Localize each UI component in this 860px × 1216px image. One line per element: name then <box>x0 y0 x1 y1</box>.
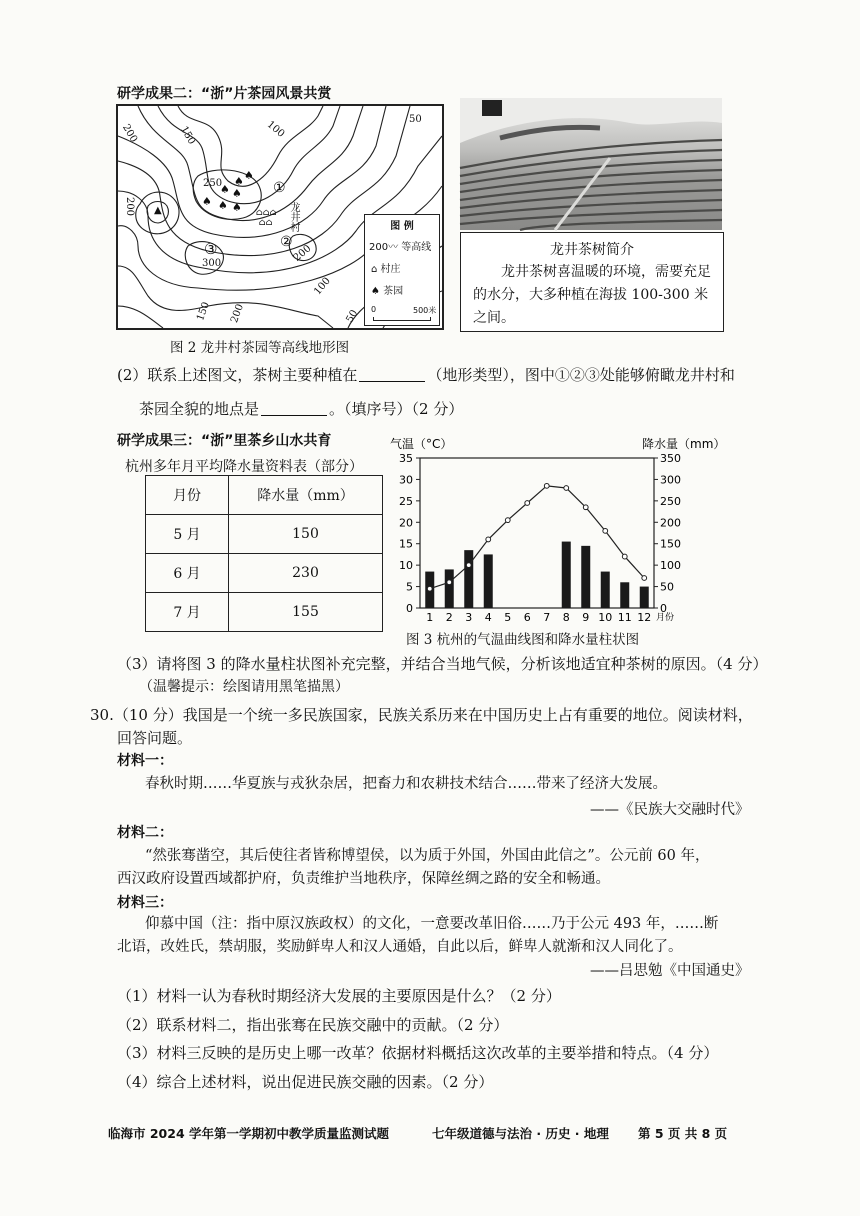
question-3-line-1: （3）请将图 3 的降水量柱状图补充完整，并结合当地气候，分析该地适宜种茶树的原因。（4 分） <box>117 655 768 673</box>
tea-intro-text: 龙井茶树喜温暖的环境，需要充足的水分，大多种植在海拔 100-300 米之间。 <box>473 264 711 326</box>
table-row: 7 月 155 <box>146 593 383 632</box>
question-30-sub-4: （4）综合上述材料，说出促进民族交融的因素。（2 分） <box>117 1073 494 1091</box>
material-3-text-2: 北语，改姓氏，禁胡服，奖励鲜卑人和汉人通婚，自此以后，鲜卑人就渐和汉人同化了。 <box>117 939 683 955</box>
precip-bar <box>581 546 590 608</box>
question-30-sub-1: （1）材料一认为春秋时期经济大发展的主要原因是什么？（2 分） <box>117 987 561 1005</box>
y-left-tick-label: 15 <box>399 537 413 551</box>
question-30-line-1: 30.（10 分）我国是一个统一多民族国家，民族关系历来在中国历史上占有重要的地位。阅读材料， <box>90 706 753 724</box>
precip-bar <box>464 550 473 608</box>
table-caption: 杭州多年月平均降水量资料表（部分） <box>125 459 363 475</box>
material-2-text-2: 西汉政府设置西域都护府，负责维护当地秩序，保障丝绸之路的安全和畅通。 <box>117 871 610 887</box>
legend-title: 图 例 <box>390 221 414 232</box>
temperature-point <box>466 563 471 568</box>
legend-tea: ♠ 茶园 <box>371 286 404 297</box>
table-header-month: 月份 <box>146 476 229 515</box>
chart-frame <box>420 458 654 608</box>
footer-exam-title: 临海市 2024 学年第一学期初中教学质量监测试题 <box>108 1126 389 1141</box>
answer-blank-terrain[interactable] <box>359 367 425 382</box>
y-right-tick-label: 50 <box>660 580 674 594</box>
x-tick-label: 7 <box>543 611 551 624</box>
table-header-row <box>146 476 383 515</box>
x-tick-label: 5 <box>504 611 512 624</box>
material-1-source: ——《民族大交融时代》 <box>590 802 750 818</box>
contour-label-200-bottom: 200 <box>229 302 246 325</box>
material-1-text: 春秋时期……华夏族与戎狄杂居，把畜力和农耕技术结合……带来了经济大发展。 <box>145 776 667 792</box>
x-tick-label: 6 <box>523 611 531 624</box>
marker-2: ② <box>280 234 293 250</box>
tea-intro-box <box>460 232 724 332</box>
question-30-sub-2: （2）联系材料二，指出张骞在民族交融中的贡献。（2 分） <box>117 1016 509 1034</box>
temperature-point <box>622 554 627 559</box>
tea-garden-icon: ♠ <box>371 286 380 297</box>
contour-label-50: 50 <box>409 114 422 125</box>
x-tick-label: 2 <box>445 611 453 624</box>
precip-bar <box>445 569 454 608</box>
y-left-tick-label: 25 <box>399 494 413 508</box>
legend-scale: 0 500米 <box>371 305 439 319</box>
village-houses-icon: ⌂⌂⌂ ⌂⌂ <box>256 208 277 228</box>
precip-bar <box>601 572 610 608</box>
question-30-line-2: 回答问题。 <box>117 729 193 747</box>
temperature-point <box>544 483 549 488</box>
contour-label-100-mid: 100 <box>312 275 333 298</box>
precipitation-table <box>145 475 383 632</box>
y-right-tick-label: 100 <box>660 559 681 573</box>
peak-icon: ▲ <box>154 205 162 216</box>
y-left-tick-label: 35 <box>399 452 413 465</box>
x-tick-label: 9 <box>582 611 590 624</box>
photo-badge <box>482 100 502 116</box>
temperature-point <box>642 576 647 581</box>
x-tick-label: 4 <box>484 611 492 624</box>
tea-garden-photo <box>460 98 722 230</box>
contour-label-200-mid: 200 <box>291 243 314 264</box>
x-axis-unit-label: 月份 <box>656 613 675 623</box>
temperature-point <box>486 537 491 542</box>
legend-contour: 200〰 等高线 <box>369 242 432 253</box>
contour-map: 50 150 100 200 250 200 300 200 100 150 200 50 ▲ ③ ① ② 龙井村 ♠ ♠ ♠ ♠ ♠ ♠ ♠ ⌂⌂⌂ ⌂⌂ 图 例 200〰 等高线 ⌂ 村庄 ♠ 茶园 0 500米 <box>116 104 444 330</box>
table-row: 5 月 150 <box>146 515 383 554</box>
contour-label-50-bottom: 50 <box>344 308 361 325</box>
section-2-title: 研学成果二：“浙”片茶园风景共赏 <box>117 86 332 102</box>
y-left-tick-label: 30 <box>399 473 413 487</box>
x-tick-label: 11 <box>617 611 632 624</box>
y-right-axis-label: 降水量（mm） <box>642 437 726 451</box>
x-tick-label: 3 <box>465 611 473 624</box>
x-tick-label: 1 <box>426 611 434 624</box>
precip-bar <box>620 582 629 608</box>
y-left-tick-label: 0 <box>406 602 413 615</box>
y-right-tick-label: 150 <box>660 537 681 551</box>
contour-label-150-bottom: 150 <box>195 300 212 323</box>
x-tick-label: 8 <box>562 611 570 624</box>
marker-3: ③ <box>204 240 218 258</box>
temperature-point <box>427 586 432 591</box>
contour-label-300: 300 <box>202 258 222 269</box>
temperature-point <box>583 505 588 510</box>
y-right-tick-label: 350 <box>660 452 681 465</box>
precip-bar <box>640 587 649 608</box>
footer-page-number: 第 5 页 共 8 页 <box>638 1126 728 1141</box>
material-3-title: 材料三： <box>117 895 173 911</box>
temperature-line <box>430 486 645 589</box>
contour-label-200-left: 200 <box>124 196 136 217</box>
map-caption: 图 2 龙井村茶园等高线地形图 <box>170 340 350 356</box>
temperature-point <box>564 486 569 491</box>
marker-1: ① <box>273 180 286 196</box>
y-left-tick-label: 5 <box>406 580 413 594</box>
material-2-title: 材料二： <box>117 825 173 841</box>
y-right-tick-label: 300 <box>660 473 681 487</box>
tea-rows-drawing <box>460 98 722 230</box>
footer-subjects: 七年级道德与法治 · 历史 · 地理 <box>432 1126 609 1141</box>
temperature-point <box>525 501 530 506</box>
tea-intro-title: 龙井茶树简介 <box>550 242 634 258</box>
precip-bar <box>484 554 493 608</box>
contour-label-200-top: 200 <box>120 122 140 145</box>
x-tick-label: 10 <box>598 611 613 624</box>
y-right-tick-label: 250 <box>660 494 681 508</box>
village-icon: ⌂ <box>371 264 378 275</box>
climate-chart <box>388 434 726 624</box>
answer-blank-location[interactable] <box>261 401 327 416</box>
y-right-tick-label: 200 <box>660 516 681 530</box>
legend-village: ⌂ 村庄 <box>371 264 401 275</box>
section-3-title: 研学成果三：“浙”里茶乡山水共育 <box>117 433 332 449</box>
question-30-sub-3: （3）材料三反映的是历史上哪一改革？依据材料概括这次改革的主要举措和特点。（4 分） <box>117 1044 719 1062</box>
x-tick-label: 12 <box>637 611 652 624</box>
precip-bar <box>562 542 571 608</box>
contour-label-250: 250 <box>203 178 223 189</box>
y-left-tick-label: 20 <box>399 516 413 530</box>
material-1-title: 材料一： <box>117 753 173 769</box>
temperature-point <box>447 580 452 585</box>
question-2-line-1: (2）联系上述图文，茶树主要种植在 （地形类型），图中①②③处能够俯瞰龙井村和 <box>117 366 735 384</box>
material-3-text-1: 仰慕中国（注：指中原汉族政权）的文化，一意要改革旧俗……乃于公元 493 年，……断 <box>145 916 719 932</box>
material-2-text-1: “然张骞凿空，其后使往者皆称博望侯，以为质于外国，外国由此信之”。公元前 60 年， <box>145 848 710 864</box>
village-name: 龙井村 <box>288 202 299 232</box>
table-row: 6 月 230 <box>146 554 383 593</box>
material-3-source: ——吕思勉《中国通史》 <box>590 963 750 979</box>
temperature-point <box>505 518 510 523</box>
map-legend <box>364 214 440 326</box>
contour-label-100: 100 <box>264 119 287 140</box>
temperature-point <box>603 528 608 533</box>
table-header-precip: 降水量（mm） <box>229 476 383 515</box>
y-left-axis-label: 气温（°C） <box>390 437 453 451</box>
contour-label-150: 150 <box>178 124 198 147</box>
question-2-line-2: 茶园全貌的地点是 。（填序号）（2 分） <box>139 400 464 418</box>
y-right-tick-label: 0 <box>660 602 667 615</box>
question-3-hint: （温馨提示：绘图请用黑笔描黑） <box>139 679 349 695</box>
y-left-tick-label: 10 <box>399 559 413 573</box>
chart-caption: 图 3 杭州的气温曲线图和降水量柱状图 <box>406 632 640 648</box>
